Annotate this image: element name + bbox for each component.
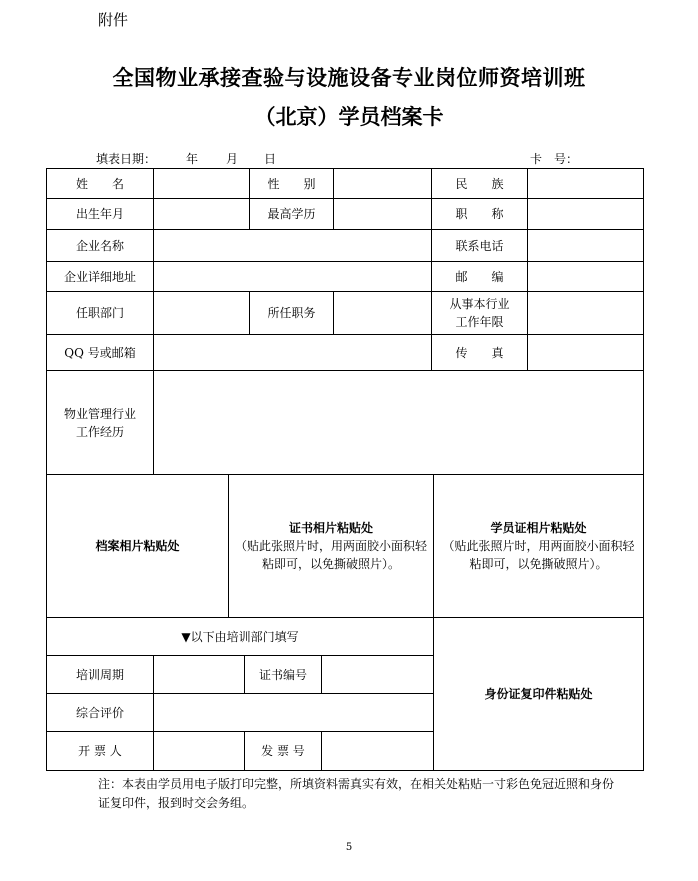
position-label: 所任职务 (250, 292, 334, 335)
education-label: 最高学历 (250, 199, 334, 230)
training-period-label: 培训周期 (47, 656, 154, 694)
department-field[interactable] (154, 292, 250, 335)
postcode-label: 邮 编 (432, 262, 528, 292)
address-field[interactable] (154, 262, 432, 292)
gender-field[interactable] (334, 169, 432, 199)
qq-email-field[interactable] (154, 335, 432, 371)
department-label: 任职部门 (47, 292, 154, 335)
experience-label (47, 371, 154, 475)
cert-number-field[interactable] (322, 656, 434, 694)
student-id-photo-area[interactable] (434, 475, 643, 618)
experience-label-line2: 工作经历 (75, 424, 124, 439)
page-number: 5 (345, 842, 353, 853)
industry-years-label-line2: 工作年限 (455, 315, 504, 329)
company-field[interactable] (154, 230, 432, 262)
ethnicity-label: 民 族 (432, 169, 528, 199)
archive-card-table (46, 168, 644, 771)
experience-label-line1: 物业管理行业 (63, 406, 136, 421)
cert-number-label: 证书编号 (245, 656, 322, 694)
student-id-photo-note: （贴此张照片时，用两面胶小面积轻粘即可，以免撕破照片）。 (442, 539, 635, 571)
ethnicity-field[interactable] (528, 169, 643, 199)
attachment-label: 附件 (98, 11, 129, 29)
experience-field[interactable] (154, 371, 643, 475)
phone-label: 联系电话 (432, 230, 528, 262)
id-copy-area[interactable]: 身份证复印件粘贴处 (484, 687, 593, 701)
certificate-photo-title: 证书相片粘贴处 (288, 521, 373, 535)
phone-field[interactable] (528, 230, 643, 262)
evaluation-field[interactable] (154, 694, 434, 732)
name-field[interactable] (154, 169, 250, 199)
fax-field[interactable] (528, 335, 643, 371)
name-label: 姓 名 (47, 169, 154, 199)
industry-years-label (432, 292, 528, 335)
invoice-issuer-field[interactable] (154, 732, 245, 770)
postcode-field[interactable] (528, 262, 643, 292)
date-day-label: 日 (264, 152, 277, 166)
birth-label: 出生年月 (47, 199, 154, 230)
fill-date-bar (46, 150, 642, 168)
student-id-photo-title: 学员证相片粘贴处 (490, 521, 587, 535)
industry-years-field[interactable] (528, 292, 643, 335)
industry-years-label-line1: 从事本行业 (449, 297, 510, 311)
company-label: 企业名称 (47, 230, 154, 262)
title-label: 职 称 (432, 199, 528, 230)
education-field[interactable] (334, 199, 432, 230)
form-title-line2: （北京）学员档案卡 (254, 104, 444, 129)
birth-field[interactable] (154, 199, 250, 230)
fill-date-label: 填表日期： (96, 152, 157, 166)
card-number-label: 卡 号： (530, 152, 579, 166)
qq-email-label: QQ 号或邮箱 (47, 335, 154, 371)
invoice-issuer-label: 开 票 人 (47, 732, 154, 770)
fax-label: 传 真 (432, 335, 528, 371)
gender-label: 性 别 (250, 169, 334, 199)
archive-photo-area[interactable]: 档案相片粘贴处 (47, 475, 229, 618)
certificate-photo-note: （贴此张照片时，用两面胶小面积轻粘即可，以免撕破照片）。 (234, 539, 427, 571)
footer-note: 注：本表由学员用电子版打印完整，所填资料需真实有效，在相关处粘贴一寸彩色免冠近照和身份证复印件，报到时交会务组。 (98, 777, 615, 810)
certificate-photo-area[interactable] (229, 475, 434, 618)
evaluation-label: 综合评价 (47, 694, 154, 732)
date-year-label: 年 (186, 152, 199, 166)
position-field[interactable] (334, 292, 432, 335)
date-month-label: 月 (226, 152, 239, 166)
form-title-line1: 全国物业承接查验与设施设备专业岗位师资培训班 (112, 65, 586, 90)
training-period-field[interactable] (154, 656, 245, 694)
title-field[interactable] (528, 199, 643, 230)
invoice-number-label: 发 票 号 (245, 732, 322, 770)
training-section-header: ▼以下由培训部门填写 (47, 618, 434, 656)
address-label: 企业详细地址 (47, 262, 154, 292)
invoice-number-field[interactable] (322, 732, 434, 770)
